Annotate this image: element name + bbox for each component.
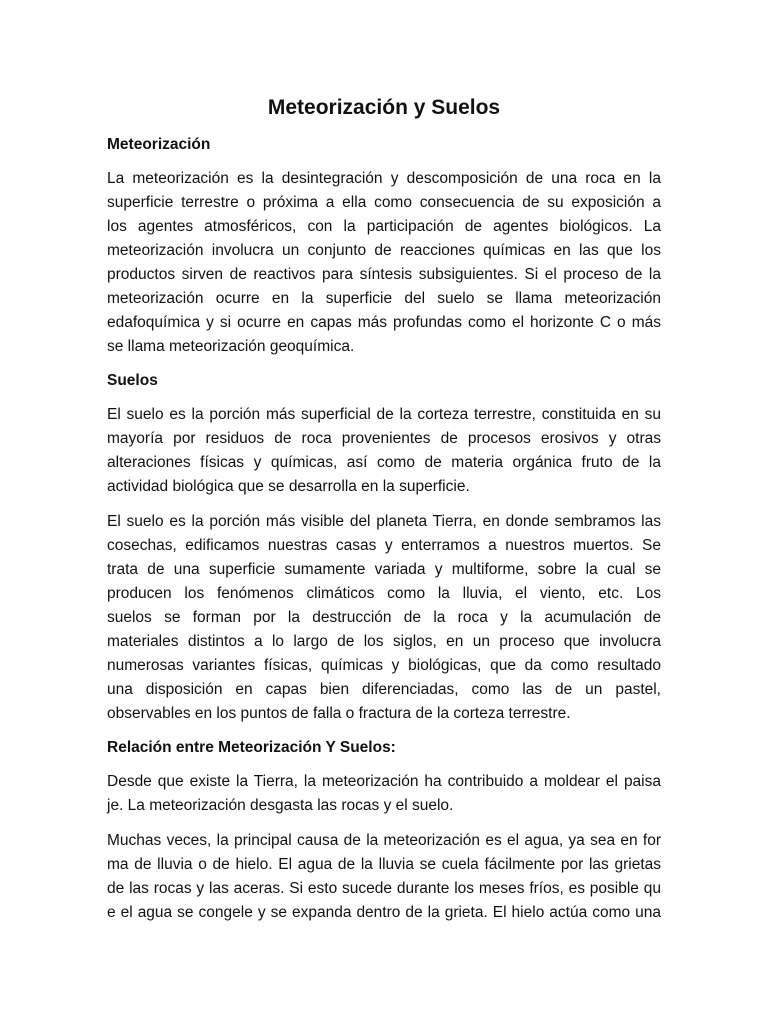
- text-line: edafoquímica y si ocurre en capas más profundas como el horizonte C o más: [107, 314, 661, 331]
- text-line: La meteorización es la desintegración y descomposición de una roca en la: [107, 170, 661, 187]
- text-line: productos sirven de reactivos para síntesis subsiguientes. Si el proceso de la: [107, 266, 661, 283]
- text-line: mayoría por residuos de roca provenientes de procesos erosivos y otras: [107, 430, 661, 447]
- text-line: El suelo es la porción más superficial de la corteza terrestre, constituida en su: [107, 406, 661, 423]
- text-line: meteorización ocurre en la superficie del suelo se llama meteorización: [107, 290, 661, 307]
- text-line: suelos se forman por la destrucción de la roca y la acumulación de: [107, 609, 661, 626]
- paragraph: [107, 770, 661, 818]
- page-title: Meteorización y Suelos: [267, 96, 501, 119]
- text-line: e el agua se congele y se expanda dentro de la grieta. El hielo actúa como una: [107, 904, 661, 921]
- paragraph: [107, 829, 661, 925]
- text-line: cosechas, edificamos nuestras casas y enterramos a nuestros muertos. Se: [107, 537, 661, 554]
- text-line: alteraciones físicas y químicas, así como de materia orgánica fruto de la: [107, 454, 661, 471]
- section-heading: Suelos: [107, 372, 158, 389]
- text-line: El suelo es la porción más visible del planeta Tierra, en donde sembramos las: [107, 513, 661, 530]
- paragraph: [107, 167, 661, 359]
- section-relacion: [107, 737, 661, 925]
- text-line: je. La meteorización desgasta las rocas y el suelo.: [107, 797, 454, 814]
- text-line: observables en los puntos de falla o fractura de la corteza terrestre.: [107, 705, 571, 722]
- paragraph: [107, 403, 661, 499]
- text-line: los agentes atmosféricos, con la participación de agentes biológicos. La: [107, 218, 661, 235]
- text-line: Desde que existe la Tierra, la meteorización ha contribuido a moldear el paisa: [107, 773, 661, 790]
- text-line: de las rocas y las aceras. Si esto sucede durante los meses fríos, es posible qu: [107, 880, 661, 897]
- section-heading: Meteorización: [107, 136, 211, 153]
- section-heading: Relación entre Meteorización Y Suelos:: [107, 739, 396, 756]
- text-line: trata de una superficie sumamente variada y multiforme, sobre la cual se: [107, 561, 661, 578]
- text-line: meteorización involucra un conjunto de reacciones químicas en las que los: [107, 242, 661, 259]
- document-body: [107, 134, 661, 936]
- text-line: ma de lluvia o de hielo. El agua de la lluvia se cuela fácilmente por las grietas: [107, 856, 661, 873]
- text-line: superficie terrestre o próxima a ella como consecuencia de su exposición a: [107, 194, 661, 211]
- text-line: materiales distintos a lo largo de los siglos, en un proceso que involucra: [107, 633, 661, 650]
- section-meteorizacion: [107, 134, 661, 359]
- text-line: numerosas variantes físicas, químicas y biológicas, que da como resultado: [107, 657, 661, 674]
- text-line: producen los fenómenos climáticos como la lluvia, el viento, etc. Los: [107, 585, 661, 602]
- text-line: una disposición en capas bien diferenciadas, como las de un pastel,: [107, 681, 661, 698]
- paragraph: [107, 510, 661, 726]
- text-line: Muchas veces, la principal causa de la meteorización es el agua, ya sea en for: [107, 832, 661, 849]
- text-line: se llama meteorización geoquímica.: [107, 338, 355, 355]
- text-line: actividad biológica que se desarrolla en la superficie.: [107, 478, 470, 495]
- section-suelos: [107, 370, 661, 726]
